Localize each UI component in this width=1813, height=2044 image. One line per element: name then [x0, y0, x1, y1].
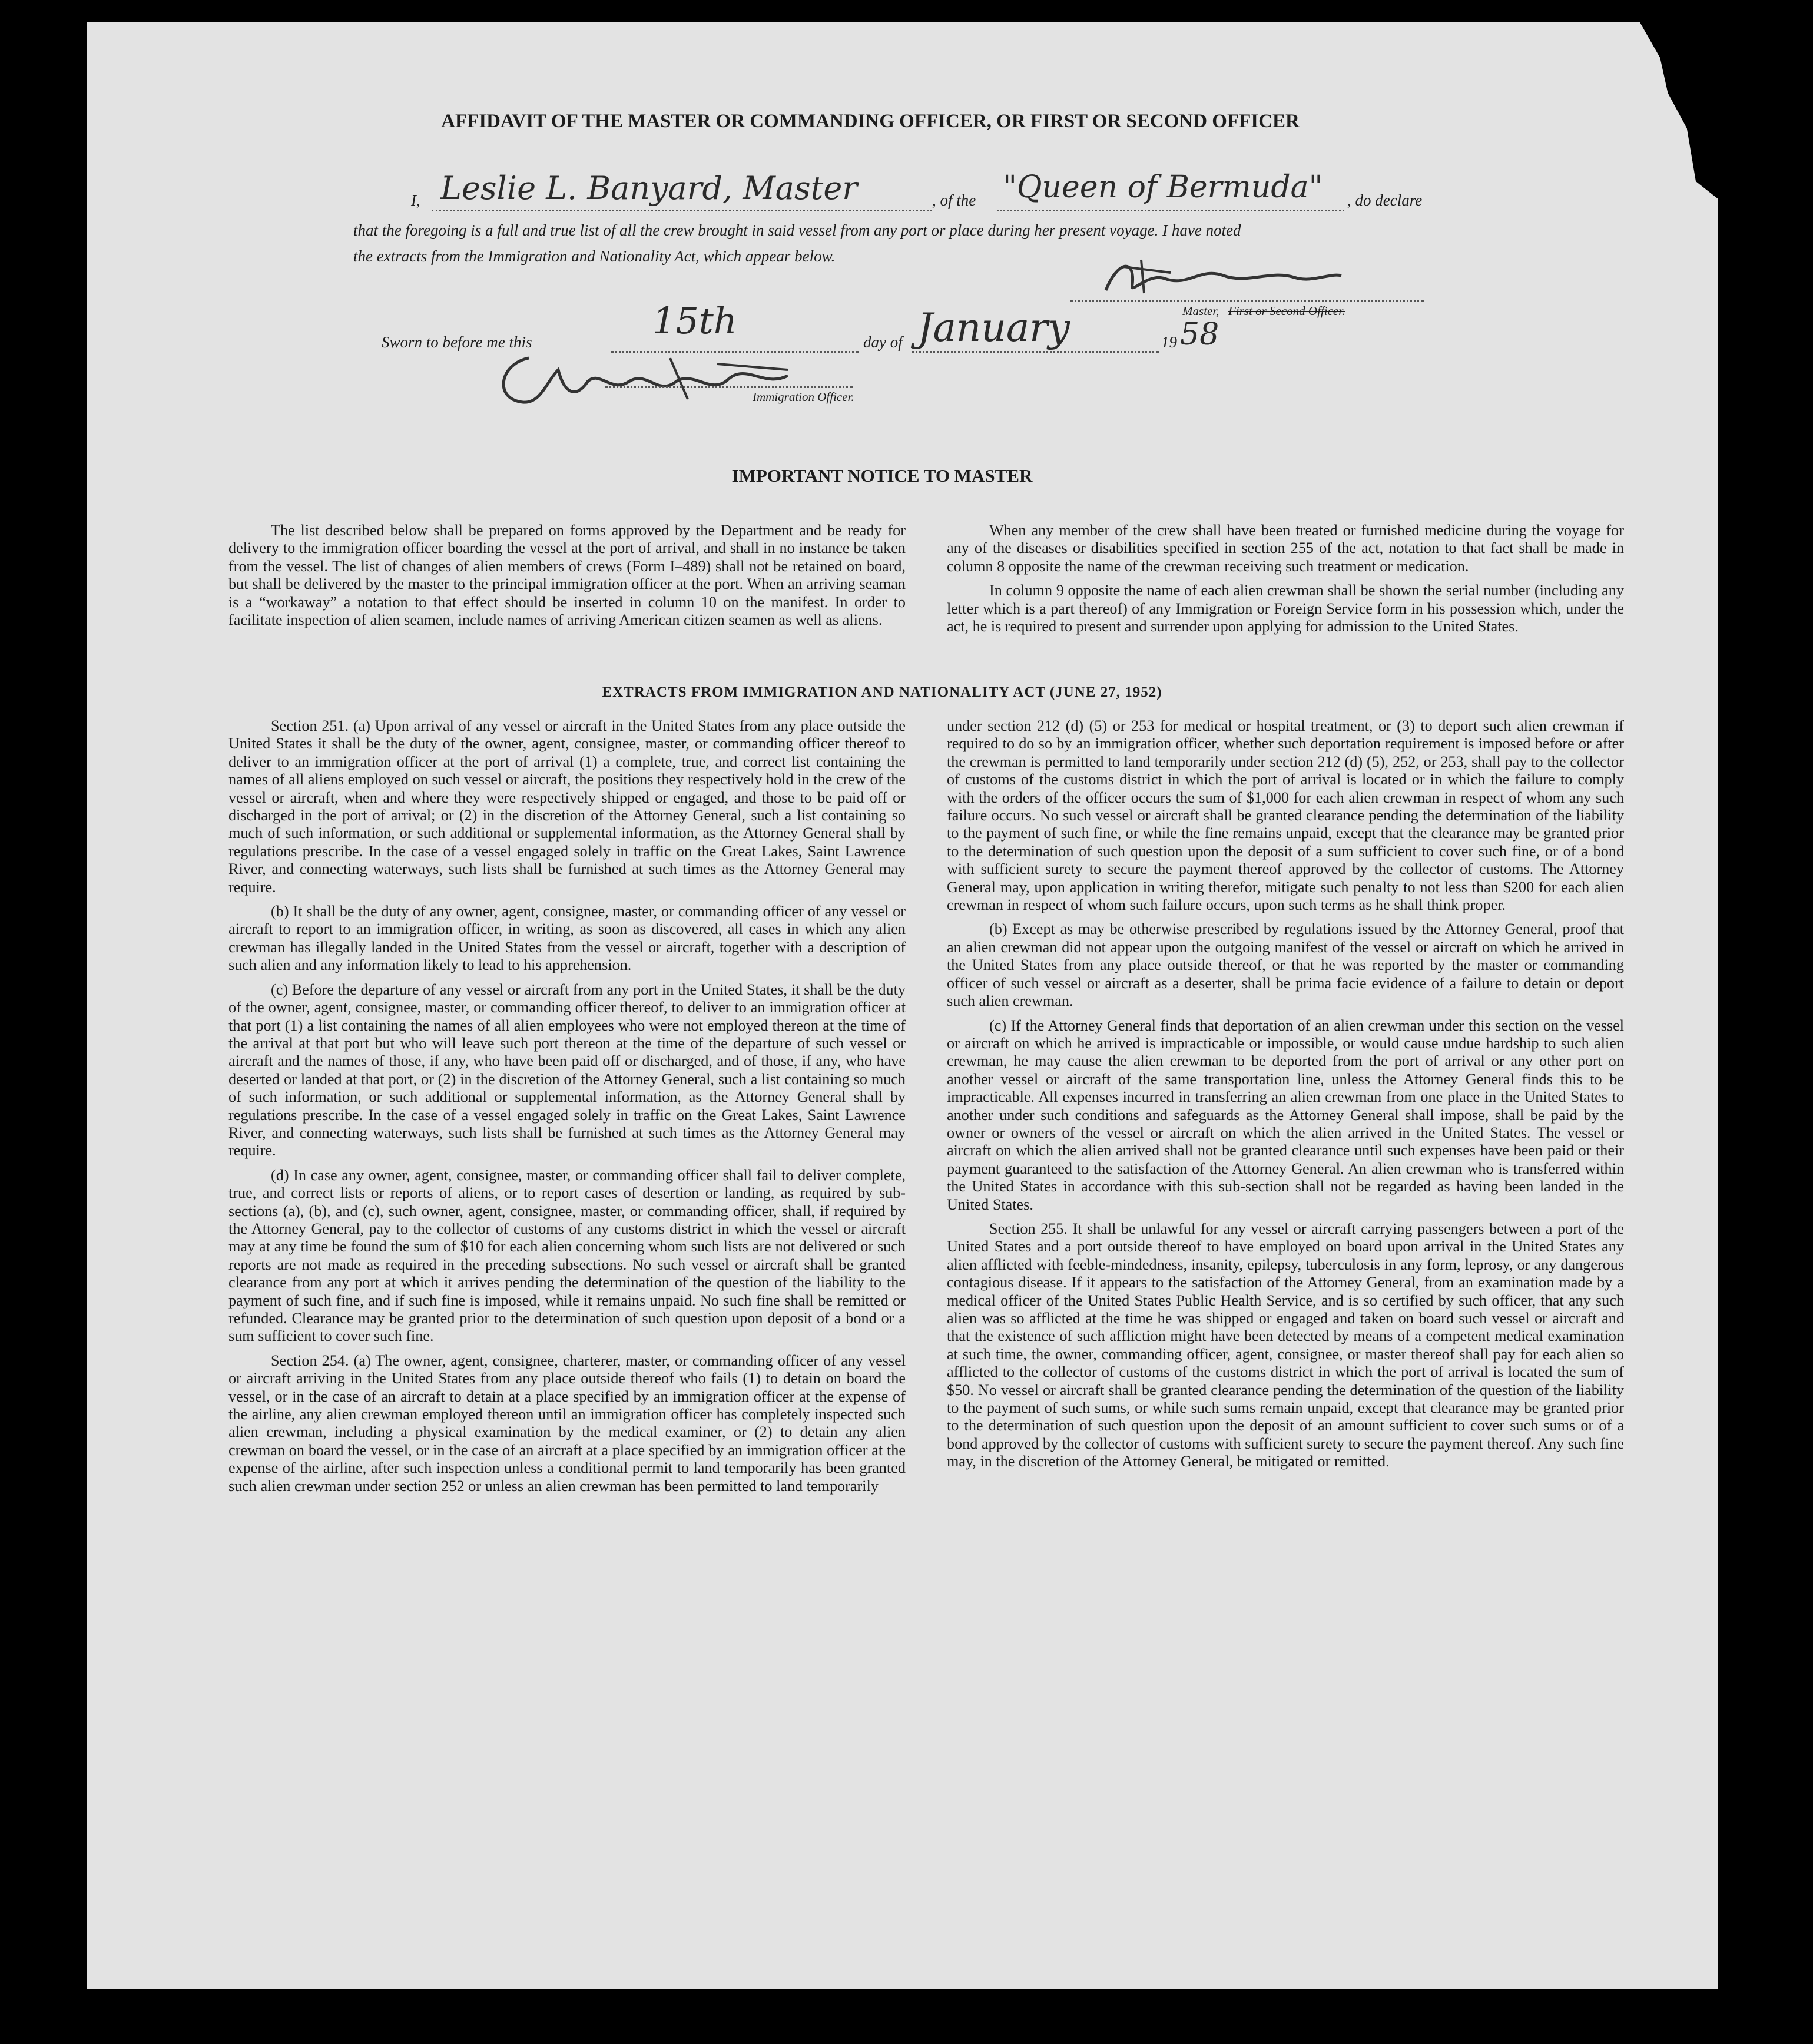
vessel-dotted-line: [997, 210, 1344, 211]
notice-title: IMPORTANT NOTICE TO MASTER: [731, 465, 1033, 486]
extract-paragraph: (d) In case any owner, agent, consignee, master, or commanding officer shall fail to deliver complete, true, and correct lists or reports of aliens, or to report cases of desertion or landing, as required by sub-sections (a), (b), and (c), such owner, agent, consignee, master, or commanding officer, shall, if required by the Attorney General, pay to the collector of customs of any customs district in which the vessel or aircraft may at any time be found the sum of $10 for each alien concerning whom such lists are not delivered or such reports are not made as required in the preceding subsections. No such vessel or aircraft shall be granted clearance from any port at which it arrives pending the determination of the question of the liability to the payment of such fine, and if such fine is imposed, while it remains unpaid. No such fine shall be remitted or refunded. Clearance may be granted prior to the determination of such question upon deposit of a bond or a sum sufficient to cover such fine.: [228, 1166, 906, 1345]
immigration-officer-label: Immigration Officer.: [753, 390, 854, 404]
master-label: Master,: [1182, 304, 1219, 318]
affidavit-title: AFFIDAVIT OF THE MASTER OR COMMANDING OFFICER, OR FIRST OR SECOND OFFICER: [441, 111, 1300, 132]
extract-paragraph: Section 254. (a) The owner, agent, consignee, charterer, master, or commanding officer of any vessel or aircraft arriving in the United States from any place outside thereof who fails (1) to detain on board the vessel, or in the case of an aircraft to detain at a place specified by an immigration officer at the expense of the airline, any alien crewman employed thereon until an immigration officer has completely inspected such alien crewman, including a physical examination by the medical examiner, or (2) to detain any alien crewman on board the vessel, or in the case of an aircraft at a place specified by an immigration officer at the expense of the airline, after such inspection unless a conditional permit to land temporarily has been granted such alien crewman under section 252 or unless an alien crewman has been permitted to land temporarily: [228, 1351, 906, 1495]
extract-paragraph: Section 251. (a) Upon arrival of any vessel or aircraft in the United States from any place outside the United States it shall be the duty of the owner, agent, consignee, master, or commanding officer thereof to deliver to an immigration officer at the port of arrival (1) a complete, true, and correct list containing the names of all aliens employed on such vessel or aircraft, the positions they respectively hold in the crew of the vessel or aircraft, when and where they were respectively shipped or engaged, and those to be paid off or discharged in the port of arrival; or (2) in the discretion of the Attorney General, such a list containing so much of such information, or such additional or supplemental information, as the Attorney General shall by regulations prescribe. In the case of a vessel engaged solely in traffic on the Great Lakes, Saint Lawrence River, and connecting waterways, such lists shall be furnished at such times as the Attorney General may require.: [228, 717, 906, 896]
first-second-officer-struck: First or Second Officer.: [1228, 304, 1345, 318]
extracts-right-column: [947, 717, 1624, 1471]
declaration-line-2: the extracts from the Immigration and Nationality Act, which appear below.: [353, 247, 836, 265]
notice-paragraph: When any member of the crew shall have been treated or furnished medicine during the voyage for any of the diseases or disabilities specified in section 255 of the act, notation to that fact shall be made in column 8 opposite the name of the crewman receiving such treatment or medication.: [947, 522, 1624, 575]
i-label: I,: [411, 191, 420, 209]
day-of-label: day of: [863, 333, 903, 351]
sworn-label: Sworn to before me this: [382, 333, 532, 351]
year-handwritten: 58: [1180, 317, 1219, 352]
master-signature: [1100, 255, 1347, 302]
declaration-line-1: that the foregoing is a full and true list of all the crew brought in said vessel from any port or place during her present voyage. I have noted: [353, 221, 1241, 239]
extract-paragraph: Section 255. It shall be unlawful for any vessel or aircraft carrying passengers between a port of the United States and a port outside thereof to have employed on board upon arrival in the United States any alien afflicted with feeble-mindedness, insanity, epilepsy, tuberculosis in any form, leprosy, or any dangerous contagious disease. If it appears to the satisfaction of the Attorney General, from an examination made by a medical officer of the United States Public Health Service, and is so certified by such officer, that any such alien was so afflicted at the time he was shipped or engaged and taken on board such vessel or aircraft and that the existence of such affliction might have been detected by means of a competent medical examination at such time, the owner, commanding officer, agent, consignee, or master thereof shall pay for each alien so afflicted to the collector of customs of the customs district in which the port of arrival is located the sum of $50. No vessel or aircraft shall be granted clearance pending the determination of the question of the liability to the payment of such sums, or while such sums remain unpaid, except that clearance may be granted prior to the determination of such question upon the deposit of an amount sufficient to cover such sums or of a bond approved by the collector of customs with sufficient surety to secure the payment thereof. Any such fine may, in the discretion of the Attorney General, be mitigated or remitted.: [947, 1220, 1624, 1470]
month-dotted-line: [912, 351, 1159, 353]
extract-paragraph: (c) Before the departure of any vessel or aircraft from any port in the United States, it shall be the duty of the owner, agent, consignee, master, or commanding officer thereof, to deliver to an immigration officer at that port (1) a list containing the names of all alien employees who were not employed thereon at the time of the arrival at that port but who will leave such port thereon at the time of the departure of such vessel or aircraft and the names of those, if any, who have been paid off or discharged, and of those, if any, who have deserted or landed at that port, or (2) in the discretion of the Attorney General, such a list containing so much of such information, or such additional or supplemental information, as the Attorney General shall by regulations prescribe. In the case of a vessel engaged solely in traffic on the Great Lakes, Saint Lawrence River, and connecting waterways, such lists shall be furnished at such times as the Attorney General may require.: [228, 980, 906, 1160]
day-handwritten: 15th: [652, 299, 737, 342]
do-declare-label: , do declare: [1347, 191, 1423, 209]
extract-paragraph: (b) It shall be the duty of any owner, agent, consignee, master, or commanding officer of any vessel or aircraft to report to an immigration officer, in writing, as soon as discovered, all cases in which any alien crewman has illegally landed in the United States from the vessel or aircraft, together with a description of such alien and any information likely to lead to his apprehension.: [228, 903, 906, 974]
name-dotted-line: [432, 210, 932, 211]
immigration-officer-line: [605, 386, 853, 388]
of-the-label: , of the: [932, 191, 976, 209]
month-handwritten: January: [917, 305, 1070, 350]
notice-paragraph: The list described below shall be prepared on forms approved by the Department and be ready for delivery to the immigration officer boarding the vessel at the port of arrival, and shall in no instance be taken from the vessel. The list of changes of alien members of crews (Form I–489) shall not be retained on board, but shall be delivered by the master to the principal immigration officer at the port. When an arriving seaman is a “workaway” a notation to that effect should be inserted in column 10 on the manifest. In order to facilitate inspection of alien seamen, include names of arriving American citizen seamen as well as aliens.: [228, 522, 906, 629]
year-prefix: 19: [1161, 333, 1177, 351]
extract-paragraph: (b) Except as may be otherwise prescribed by regulations issued by the Attorney General, proof that an alien crewman did not appear upon the outgoing manifest of the vessel or aircraft on which he arrived in the United States from any place outside thereof, or that he was reported by the master or commanding officer of such vessel or aircraft as a deserter, shall be prima facie evidence of a failure to detain or deport such alien crewman.: [947, 920, 1624, 1010]
extract-paragraph: under section 212 (d) (5) or 253 for medical or hospital treatment, or (3) to deport such alien crewman if required to do so by an immigration officer, whether such deportation requirement is imposed before or after the crewman is permitted to land temporarily under section 212 (d) (5), 252, or 253, shall pay to the collector of customs of the customs district in which the port of arrival is located or in which the failure to comply with the orders of the officer occurs the sum of $1,000 for each alien crewman in respect of whom any such failure occurs. No such vessel or aircraft shall be granted clearance pending the determination of the liability to the payment of such fine, or while the fine remains unpaid, except that the clearance may be granted prior to the determination of such question upon the deposit of a sum sufficient to cover such fine, or of a bond with sufficient surety to secure the payment thereof approved by the collector of customs. The Attorney General may, upon application in writing therefor, mitigate such penalty to not less than $200 for each alien crewman in respect of whom such failure occurs, upon such terms as he shall think proper.: [947, 717, 1624, 914]
notice-paragraph: In column 9 opposite the name of each alien crewman shall be shown the serial number (including any letter which is a part thereof) of any Immigration or Foreign Service form in his possession which, under the act, he is required to present and surrender upon applying for admission to the United States.: [947, 582, 1624, 635]
document-page: [87, 22, 1718, 1989]
extracts-left-column: [228, 717, 906, 1495]
extracts-title: EXTRACTS FROM IMMIGRATION AND NATIONALITY ACT (JUNE 27, 1952): [602, 684, 1162, 700]
extract-paragraph: (c) If the Attorney General finds that deportation of an alien crewman under this section on the vessel or aircraft on which he arrived is impracticable or impossible, or would cause undue hardship to such alien crewman, he may cause the alien crewman to be deported from the port of arrival or any other port on another vessel or aircraft of the same transportation line, unless the Attorney General finds this to be impracticable. All expenses incurred in transferring an alien crewman from one place in the United States to another under such conditions and safeguards as the Attorney General shall impose, shall be paid by the owner or owners of the vessel or aircraft on which the alien arrived in the United States. The vessel or aircraft on which the alien arrived shall not be granted clearance until such expenses have been paid or their payment guaranteed to the satisfaction of the Attorney General. An alien crewman who is transferred within the United States in accordance with this sub-section shall not be regarded as having been landed in the United States.: [947, 1016, 1624, 1213]
vessel-name-handwritten: "Queen of Bermuda": [1003, 170, 1323, 205]
notice-right-column: [947, 522, 1624, 635]
master-name-handwritten: Leslie L. Banyard, Master: [440, 170, 858, 207]
notice-left-column: [228, 522, 906, 629]
